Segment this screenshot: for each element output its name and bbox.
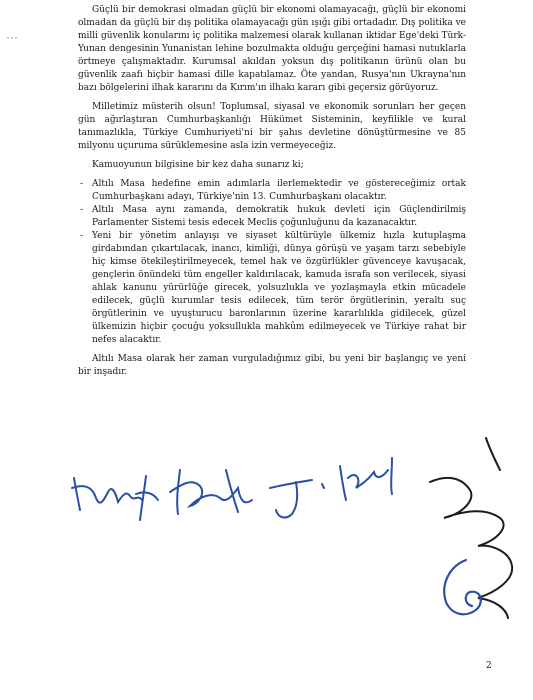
signature-1: [72, 476, 158, 520]
paragraph-2: Milletimiz müsterih olsun! Toplumsal, siyasal ve ekonomik sorunları her geçen gün ağırlaştıran Cumhurbaşkanlığı Hükümet Sisteminin, keyfilikle ve kural tanımazlıkla, Türkiye Cumhuriyeti'ni bir şahıs devletine dönüştürmesine ve 85 milyonu uçuruma sürüklemesine asla izin vermeyeceğiz.: [78, 102, 466, 151]
list-item: - Altılı Masa hedefine emin adımlarla ilerlemektedir ve göstereceğimiz ortak Cumhurbaşkanı adayı, Türkiye'nin 13. Cumhurbaşkanı olacaktır.: [78, 178, 466, 204]
list-item: - Altılı Masa aynı zamanda, demokratik hukuk devleti için Güçlendirilmiş Parlamenter Sistemi tesis edecek Meclis çoğunluğunu da kazanacaktır.: [78, 204, 466, 230]
signature-2: [170, 470, 252, 514]
list-item: - Yeni bir yönetim anlayışı ve siyaset kültürüyle ülkemiz hızla kutuplaşma girdabından çıkartılacak, inancı, kimliği, dünya görüşü ve yaşam tarzı sebebiyle hiç kimse ötekileştirilmeyecek, temel hak ve özgürlükler güvenceye kavuşacak, gençlerin önündeki tüm engeller kaldırılacak, kamuda israfa son verilecek, siyasi ahlak kanunu yürürlüğe girecek, yolsuzlukla ve yozlaşmayla etkin mücadele edilecek, güçlü kurumlar tesis edilecek, tüm terör örgütlerinin, yeraltı suç örgütlerinin ve uyuşturucu baronlarının üzerine kararlılıkla gidilecek, güzel ülkemizin hiçbir çocuğu yoksullukla mahkûm edilmeyecek ve Türkiye rahat bir nefes alacaktır.: [78, 230, 466, 347]
page-number: 2: [486, 661, 492, 671]
signature-3: [270, 458, 392, 517]
bullet-list: [78, 178, 466, 347]
document-body: [78, 0, 466, 379]
signature-5: [444, 560, 481, 614]
signature-4: [430, 438, 512, 618]
paragraph-1: Güçlü bir demokrasi olmadan güçlü bir ekonomi olamayacağı, güçlü bir ekonomi olmadan da güçlü bir dış politika olamayacağı gün ışığı gibi ortadadır. Dış politika ve milli güvenlik konularını iç politika malzemesi olarak kullanan iktidar Ege'deki Türk-Yunan dengesinin Yunanistan lehine bozulmakta olduğu gerçeğini hamasi nutuklarla örtmeye çalışmaktadır. Kurumsal akıldan yoksun dış politikanın ürünü olan bu güvenlik zaafı hiçbir hamasi dille kapatılamaz. Öte yandan, Rusya'nın Ukrayna'nın bazı bölgelerini ilhak kararını da Kırım'ın ilhakı kararı gibi geçersiz görüyoruz.: [78, 5, 466, 93]
paragraph-4: Altılı Masa olarak her zaman vurguladığımız gibi, bu yeni bir başlangıç ve yeni bir inşadır.: [78, 354, 466, 377]
scan-artifact: [6, 36, 18, 40]
paragraph-3: Kamuoyunun bilgisine bir kez daha sunarız ki;: [92, 160, 304, 170]
